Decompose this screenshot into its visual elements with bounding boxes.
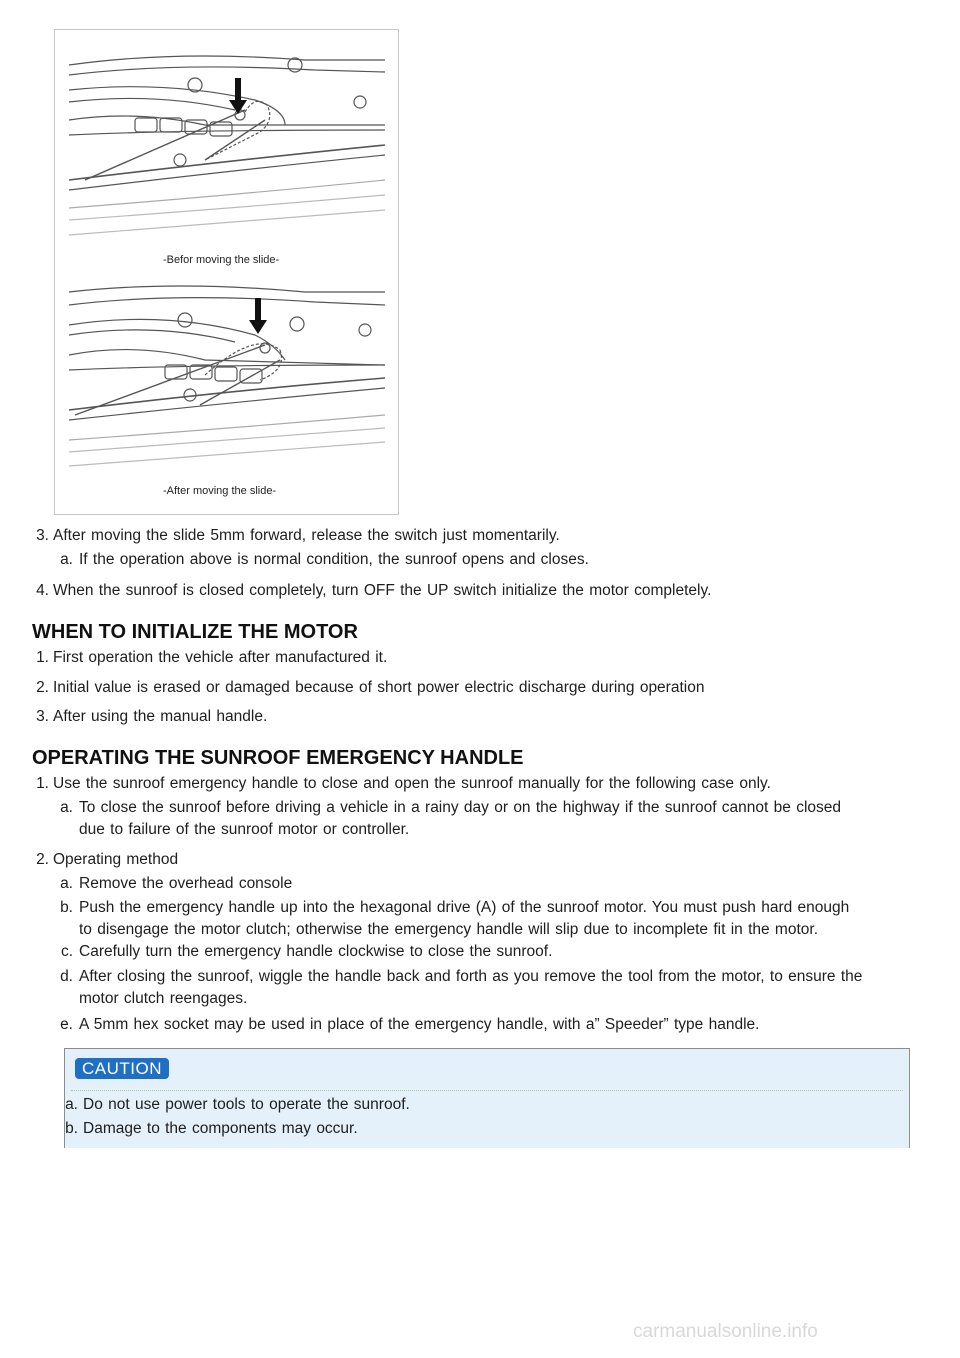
caution-label: CAUTION — [75, 1058, 169, 1079]
section-title-initialize: WHEN TO INITIALIZE THE MOTOR — [32, 621, 358, 643]
sunroof-slide-figure — [54, 29, 399, 515]
section-title-emergency-handle: OPERATING THE SUNROOF EMERGENCY HANDLE — [32, 747, 524, 769]
caution-divider — [71, 1090, 903, 1091]
caption-before: -Befor moving the slide- — [163, 254, 280, 266]
watermark: carmanualsonline.info — [633, 1321, 818, 1342]
caution-box: CAUTION a. Do not use power tools to operate the sunroof. b. Damage to the components may occur. — [64, 1048, 910, 1148]
caption-after: -After moving the slide- — [163, 485, 277, 497]
sunroof-rail-illustration — [55, 30, 400, 516]
